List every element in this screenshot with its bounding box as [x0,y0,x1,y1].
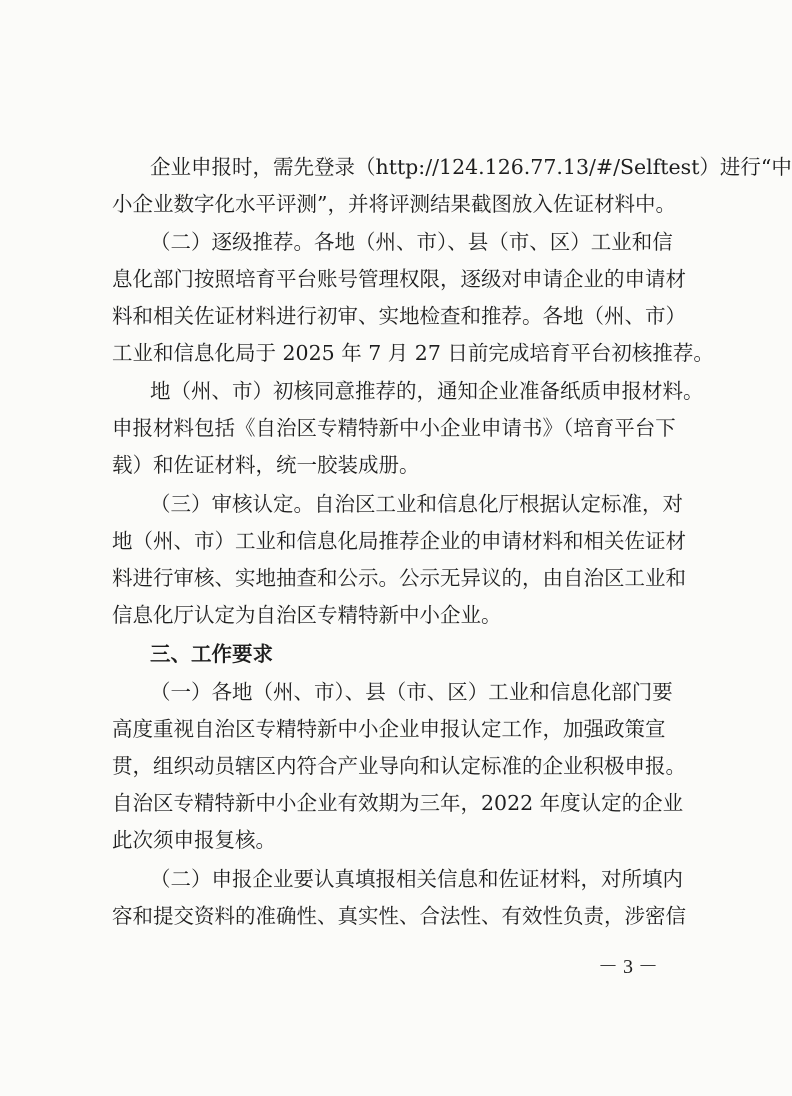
text-line: 信息化厅认定为自治区专精特新中小企业。 [112,603,502,627]
page-number: － 3 － [598,956,658,978]
text-line: 企业申报时，需先登录（http://124.126.77.13/#/Selftest）进行“中 [150,155,792,179]
text-line: 申报材料包括《自治区专精特新中小企业申请书》（培育平台下 [112,416,676,440]
text-line: 地（州、市）初核同意推荐的，通知企业准备纸质申报材料。 [150,379,704,403]
text-line: 自治区专精特新中小企业有效期为三年，2022 年度认定的企业 [112,791,684,815]
text-line: 料进行审核、实地抽查和公示。公示无异议的，由自治区工业和 [112,566,686,590]
text-line: （一）各地（州、市）、县（市、区）工业和信息化部门要 [150,680,673,704]
text-line: （三）审核认定。自治区工业和信息化厅根据认定标准，对 [150,492,683,516]
text-line: 小企业数字化水平评测”，并将评测结果截图放入佐证材料中。 [112,192,676,216]
text-line: 载）和佐证材料，统一胶装成册。 [112,453,420,477]
text-line: 容和提交资料的准确性、真实性、合法性、有效性负责，涉密信 [112,904,686,928]
text-line: （二）逐级推荐。各地（州、市）、县（市、区）工业和信 [150,230,673,254]
text-line: 此次须申报复核。 [112,828,276,852]
text-line: 料和相关佐证材料进行初审、实地检查和推荐。各地（州、市） [112,304,686,328]
text-line: 贯，组织动员辖区内符合产业导向和认定标准的企业积极申报。 [112,754,686,778]
text-line: 高度重视自治区专精特新中小企业申报认定工作，加强政策宣 [112,717,666,741]
text-line: 工业和信息化局于 2025 年 7 月 27 日前完成培育平台初核推荐。 [112,341,714,365]
section-heading: 三、工作要求 [150,642,273,666]
text-line: 地（州、市）工业和信息化局推荐企业的申请材料和相关佐证材 [112,529,686,553]
text-line: （二）申报企业要认真填报相关信息和佐证材料，对所填内 [150,867,683,891]
text-line: 息化部门按照培育平台账号管理权限，逐级对申请企业的申请材 [112,267,686,291]
